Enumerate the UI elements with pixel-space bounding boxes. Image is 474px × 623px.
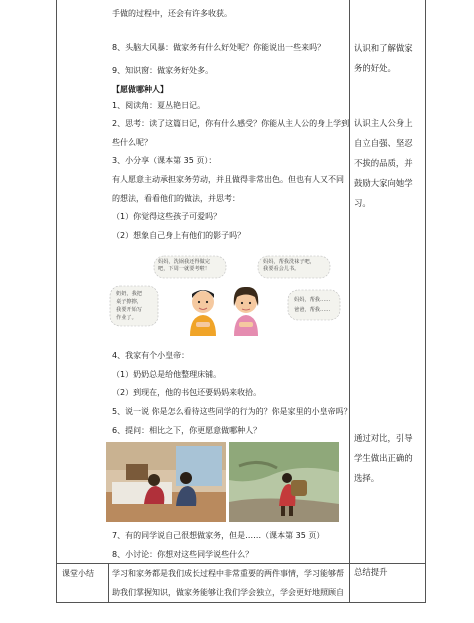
line-18: 8、小讨论：你想对这些同学说些什么？ <box>112 550 254 559</box>
note-4-line-1: 总结提升 <box>354 567 388 577</box>
side-col-divider <box>349 0 350 602</box>
note-2-line-3: 不拔的品质，并 <box>354 158 413 168</box>
line-16: 6、提问：相比之下，你更愿意做哪种人？ <box>112 426 262 435</box>
line-12: 4、我家有个小皇帝： <box>112 351 190 360</box>
line-11: （2）想象自己身上有他们的影子吗？ <box>112 231 246 240</box>
note-3-line-2: 学生做出正确的 <box>354 453 413 463</box>
bubble-right-bottom-1: 妈妈，帮我…… <box>294 297 331 303</box>
bubble-left-bottom-2: 桌子擦擦， <box>116 299 142 305</box>
line-19: 学习和家务都是我们成长过程中非常重要的两件事情，学习能够帮 <box>112 569 344 578</box>
note-1-line-1: 认识和了解做家 <box>354 43 413 53</box>
girl-carrying-basket-photo-svg <box>229 442 339 522</box>
line-6: 些什么呢？ <box>112 138 152 147</box>
note-3-line-1: 通过对比，引导 <box>354 433 413 443</box>
bubble-left-bottom-1: 奶奶，我把 <box>116 291 142 297</box>
children-illustration <box>108 250 344 342</box>
line-1: 8、头脑大风暴：做家务有什么好处呢？你能说出一些来吗？ <box>112 43 326 52</box>
bubble-left-top-1: 妈妈，洗锅我还得做完 <box>158 259 210 265</box>
line-13: （1）奶奶总是给他整理床铺。 <box>112 370 222 379</box>
line-9: 的想法，看看他们的做法，并思考： <box>112 194 240 203</box>
line-2: 9、知识窗：做家务好处多。 <box>112 66 214 75</box>
label-col-divider <box>108 563 109 602</box>
line-14: （2）到现在，他的书包还要妈妈来收拾。 <box>112 388 262 397</box>
bubble-left-bottom-3: 我要开始写 <box>116 307 142 313</box>
note-2-line-2: 自立自强、坚忍 <box>354 138 413 148</box>
line-8: 有人愿意主动承担家务劳动，并且做得非常出色。但也有人又不同 <box>112 175 344 184</box>
note-2-line-1: 认识主人公身上 <box>354 118 413 128</box>
line-0: 手做的过程中，还会有许多收获。 <box>112 9 232 18</box>
girl-carrying-basket-photo <box>229 442 339 522</box>
line-17: 7、有的同学说自己很想做家务，但是……（课本第 35 页） <box>112 531 325 540</box>
line-7: 3、小分享（课本第 35 页）： <box>112 156 217 165</box>
note-3-line-3: 选择。 <box>354 473 380 483</box>
family-housework-photo-svg <box>106 442 226 522</box>
line-20: 助我们掌握知识，做家务能够让我们学会独立，学会更好地照顾自 <box>112 588 344 597</box>
line-15: 5、说一说 你是怎么看待这些同学的行为的？你是家里的小皇帝吗？ <box>112 407 352 416</box>
bubble-right-bottom-2: 爸爸，帮我…… <box>294 307 331 313</box>
bubble-right-top-1: 妈妈，帮我洗袜子吧， <box>263 259 315 265</box>
bubble-right-top-2: 我要看会儿书。 <box>263 266 300 272</box>
bubble-left-top-2: 吧，下周一就要考啦！ <box>158 266 210 272</box>
line-10: （1）你觉得这些孩子可爱吗？ <box>112 212 222 221</box>
bubble-left-bottom-4: 作业了。 <box>116 315 137 321</box>
line-4: 1、阅读角：夏丛艳日记。 <box>112 101 206 110</box>
section-heading: 【愿做哪种人】 <box>112 85 168 94</box>
line-5: 2、思考：读了这篇日记，你有什么感受？你能从主人公的身上学到 <box>112 119 350 128</box>
summary-label: 课堂小结 <box>62 569 94 578</box>
note-2-line-5: 习。 <box>354 198 371 208</box>
note-1-line-2: 务的好处。 <box>354 63 396 73</box>
note-2-line-4: 鼓励大家向她学 <box>354 178 413 188</box>
family-housework-photo <box>106 442 226 522</box>
